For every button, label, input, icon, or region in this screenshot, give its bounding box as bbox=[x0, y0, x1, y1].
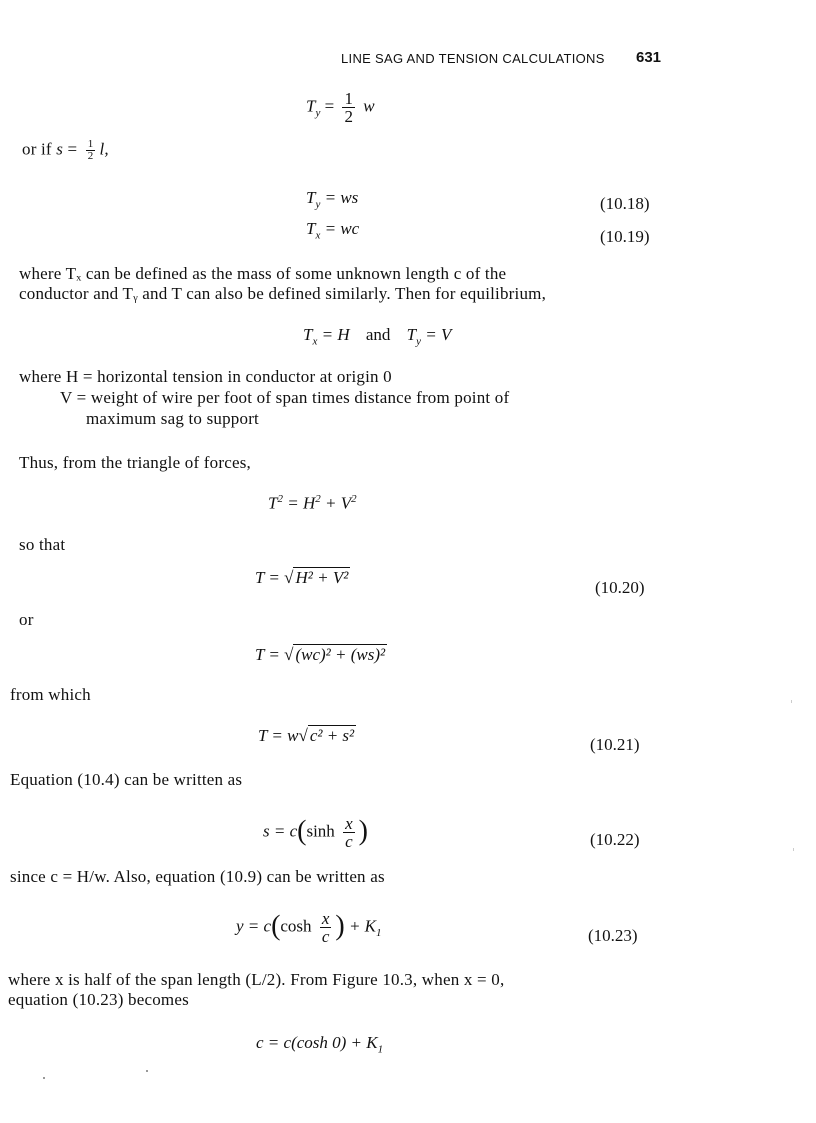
text-from-which: from which bbox=[10, 685, 91, 704]
scan-speck bbox=[793, 848, 794, 851]
equation-t-squared: $T^2 = H^2 + V^2$ bbox=[268, 493, 357, 513]
text-or-if: or if s = $\frac{1}{2}$ l, bbox=[22, 138, 109, 162]
running-header: LINE SAG AND TENSION CALCULATIONS bbox=[341, 51, 605, 66]
equation-10-19: $T_x$ = wc bbox=[306, 219, 360, 242]
where-h-definition: where H = horizontal tension in conductor at origin 0 bbox=[19, 367, 392, 386]
text-equation-10-4: Equation (10.4) can be written as bbox=[10, 770, 243, 789]
paragraph-tx-definition-line2: conductor and Tᵧ and T can also be defined similarly. Then for equilibrium, bbox=[19, 284, 547, 303]
text-or: or bbox=[19, 610, 34, 629]
equation-number-10-18: (10.18) bbox=[600, 194, 650, 213]
equation-ty-half-w: $T_y$ = $\frac{1}{2}$ w bbox=[306, 89, 375, 126]
text-so-that: so that bbox=[19, 535, 66, 554]
where-v-definition: V = weight of wire per foot of span times distance from point of bbox=[60, 388, 510, 407]
equation-number-10-23: (10.23) bbox=[588, 926, 638, 945]
scan-speck bbox=[791, 700, 792, 703]
equation-10-23: y = c(cosh $\frac{x}{c}$ ) + $K_1$ bbox=[236, 909, 382, 946]
scan-speck bbox=[146, 1070, 148, 1072]
equation-10-20: T = √ H² + V² bbox=[255, 568, 349, 587]
equation-number-10-21: (10.21) bbox=[590, 735, 640, 754]
equation-number-10-20: (10.20) bbox=[595, 578, 645, 597]
scan-speck bbox=[43, 1077, 45, 1079]
where-v-definition-cont: maximum sag to support bbox=[86, 409, 259, 428]
equation-10-18: $T_y$ = ws bbox=[306, 188, 359, 211]
paragraph-x-half-span-line1: where x is half of the span length (L/2). From Figure 10.3, when x = 0, bbox=[8, 970, 505, 989]
equation-c-cosh-zero: c = c(cosh $0) + K_1$ bbox=[256, 1033, 384, 1056]
paragraph-x-half-span-line2: equation (10.23) becomes bbox=[8, 990, 189, 1009]
page-number: 631 bbox=[636, 49, 662, 66]
paragraph-tx-definition-line1: where Tₓ can be defined as the mass of some unknown length c of the bbox=[19, 264, 507, 283]
equation-10-21: T = w√ c² + s² bbox=[258, 726, 355, 745]
equation-10-20-expanded: T = √ (wc)² + (ws)² bbox=[255, 645, 386, 664]
equation-number-10-19: (10.19) bbox=[600, 227, 650, 246]
equation-equilibrium: $T_x = H$ and $T_y = V$ bbox=[303, 325, 452, 348]
equation-number-10-22: (10.22) bbox=[590, 830, 640, 849]
text-since: since c = H/w. Also, equation (10.9) can be written as bbox=[10, 867, 385, 886]
equation-10-22: s = c(sinh $\frac{x}{c}$ ) bbox=[263, 814, 368, 851]
text-thus: Thus, from the triangle of forces, bbox=[19, 453, 251, 472]
